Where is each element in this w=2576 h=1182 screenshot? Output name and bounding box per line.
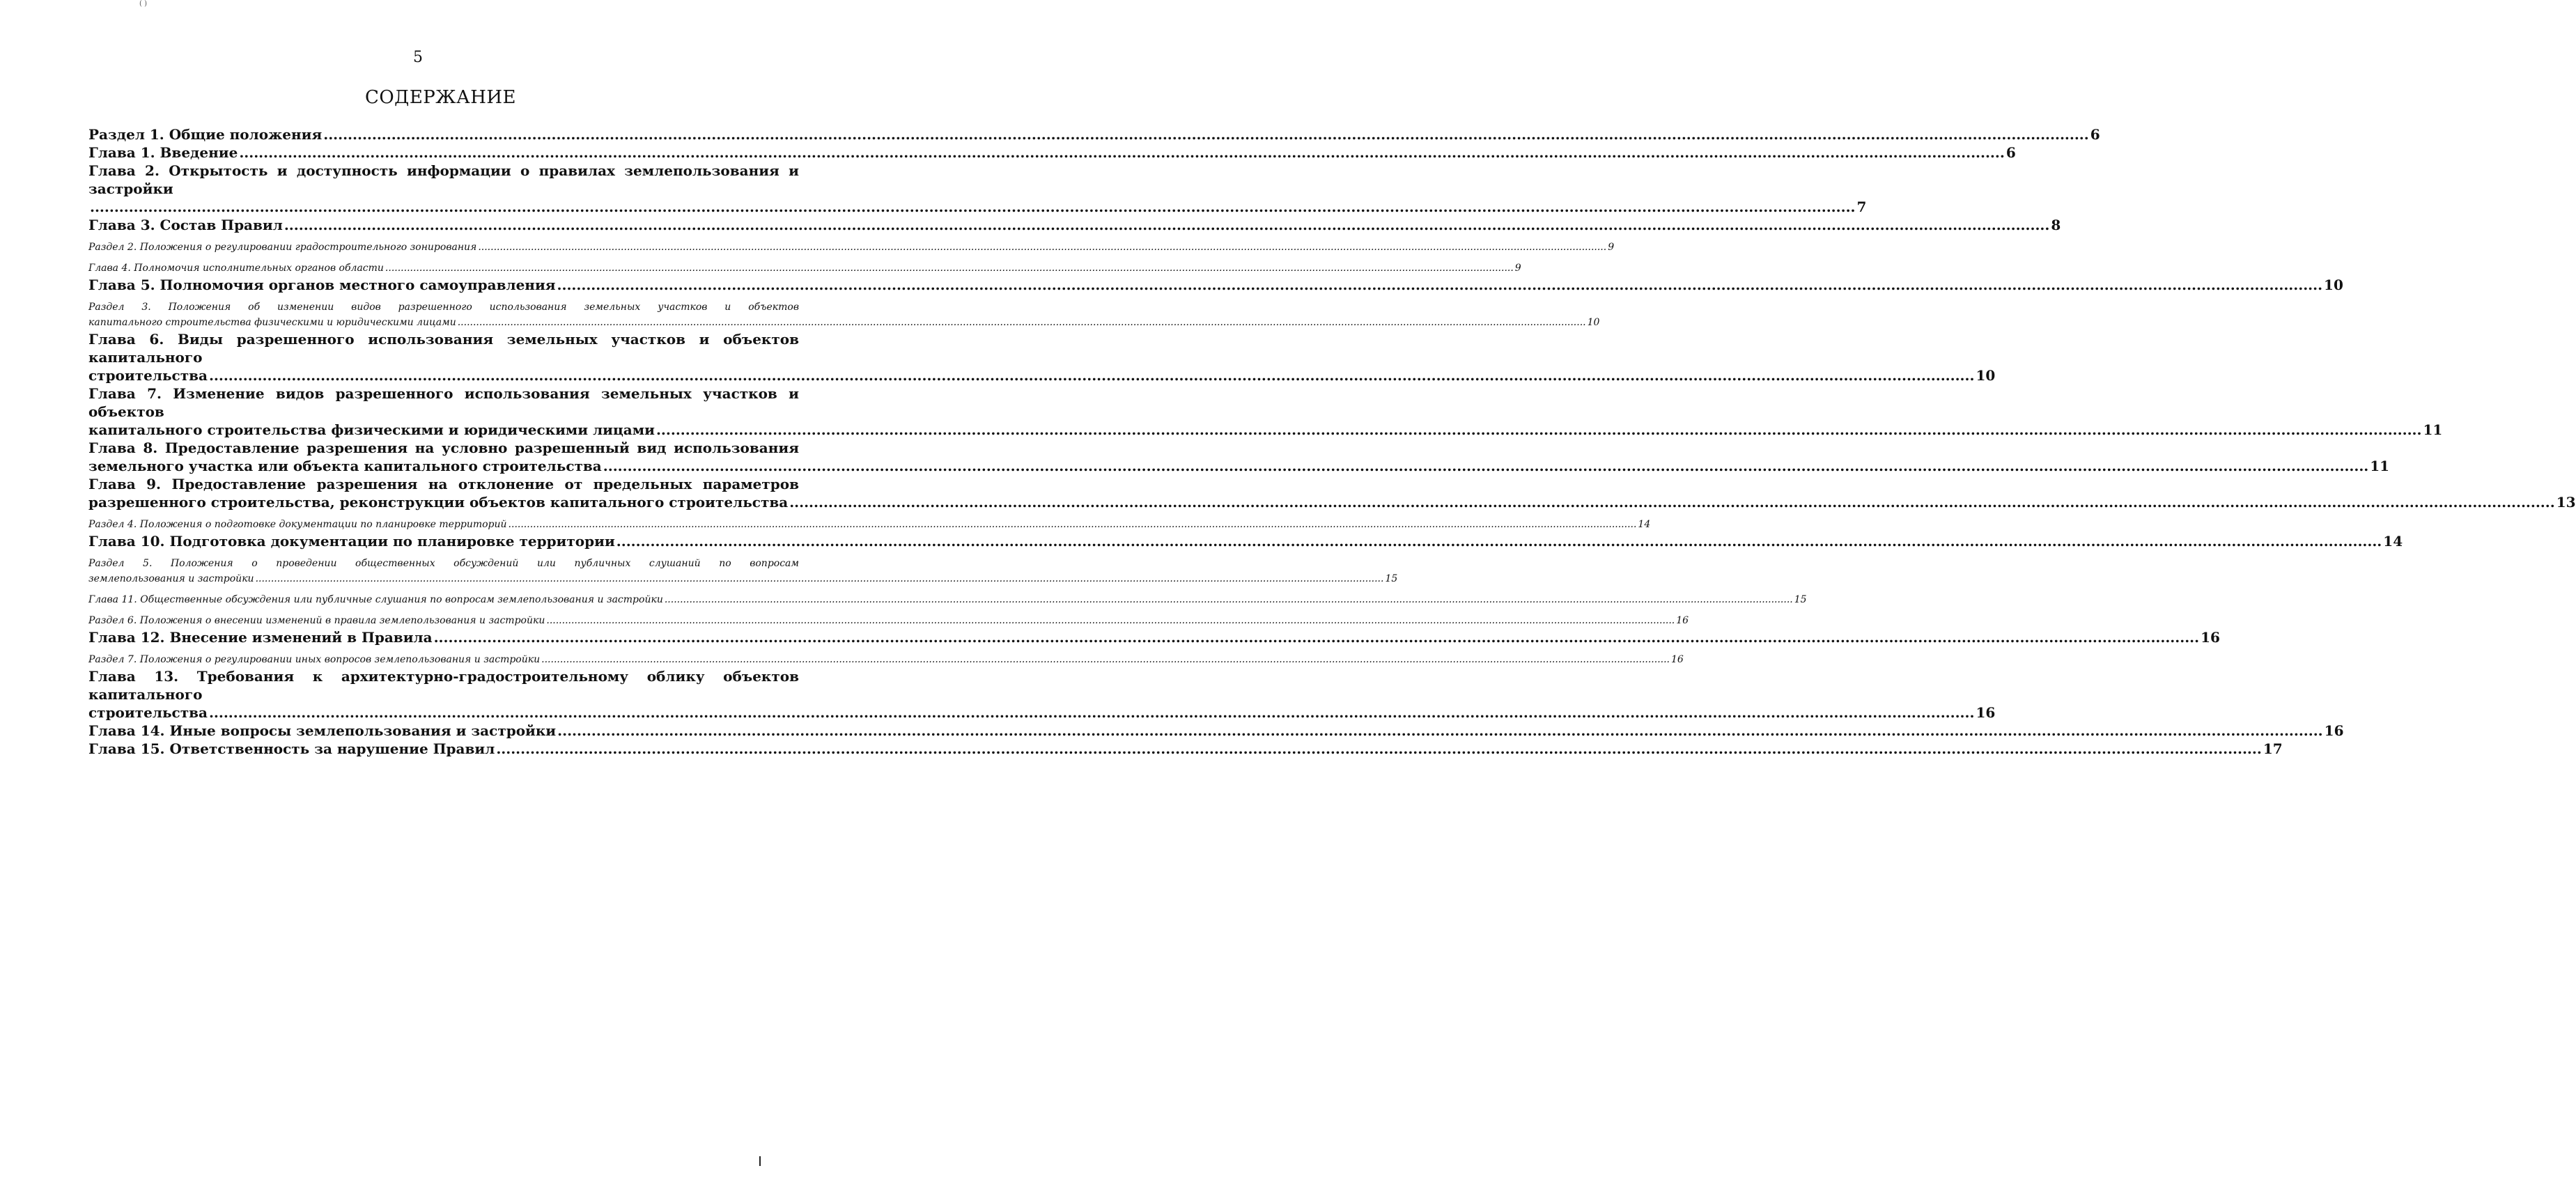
- toc-entry-leader-line: [88, 125, 2100, 143]
- toc-page-number: 8: [2051, 217, 2061, 233]
- table-of-contents: [88, 125, 2576, 758]
- toc-entry[interactable]: [88, 276, 2343, 294]
- dot-leader: [496, 740, 2262, 758]
- toc-page-number: 11: [2370, 458, 2390, 474]
- dot-leader: [557, 276, 2323, 294]
- dot-leader: [665, 592, 1793, 607]
- toc-entry-line: Глава 7. Изменение видов разрешенного использования земельных участков и объектов: [88, 385, 799, 420]
- toc-page-number: 16: [1676, 615, 1689, 626]
- dot-leader: [284, 216, 2050, 234]
- toc-entry[interactable]: [88, 162, 1867, 216]
- toc-entry-leader-line: [88, 652, 1684, 667]
- toc-entry-leader-line: [88, 740, 2283, 758]
- toc-entry-leader-line: [88, 198, 1867, 216]
- dot-leader: [458, 315, 1586, 330]
- toc-page-number: 16: [1671, 654, 1684, 665]
- dot-leader: [209, 366, 1975, 384]
- toc-entry[interactable]: [88, 330, 1996, 384]
- toc-entry[interactable]: [88, 628, 2220, 646]
- toc-page-number: 13: [2556, 494, 2576, 511]
- toc-entry-title: землепользования и застройки: [88, 573, 254, 584]
- toc-entry-leader-line: [88, 276, 2343, 294]
- toc-entry[interactable]: [88, 592, 1807, 607]
- toc-entry-title: Глава 12. Внесение изменений в Правила: [88, 629, 433, 646]
- toc-page-number: 15: [1385, 573, 1398, 584]
- toc-entry-leader-line: [88, 493, 2576, 511]
- toc-page-number: 10: [1976, 367, 1996, 384]
- dot-leader: [557, 722, 2323, 740]
- toc-entry[interactable]: [88, 439, 2390, 475]
- toc-page-number: 7: [1856, 199, 1867, 215]
- toc-entry-leader-line: [88, 628, 2220, 646]
- toc-entry-title: Раздел 4. Положения о подготовке документации по планировке территорий: [88, 519, 507, 530]
- toc-page-number: 14: [1638, 519, 1651, 530]
- toc-entry[interactable]: [88, 125, 2100, 143]
- toc-entry[interactable]: [88, 240, 1615, 255]
- toc-entry-line: Раздел 5. Положения о проведении общественных обсуждений или публичных слушаний по вопросам: [88, 558, 799, 569]
- toc-page-number: 17: [2263, 740, 2283, 757]
- toc-page-number: 10: [1587, 317, 1600, 328]
- toc-entry-line: Глава 8. Предоставление разрешения на условно разрешенный вид использования: [88, 440, 799, 456]
- toc-entry[interactable]: [88, 722, 2344, 740]
- toc-page-number: 6: [2090, 126, 2100, 143]
- toc-entry-title: Раздел 7. Положения о регулировании иных вопросов землепользования и застройки: [88, 654, 541, 665]
- toc-entry-leader-line: [88, 240, 1615, 255]
- toc-entry-title: Глава 1. Введение: [88, 144, 238, 161]
- dot-leader: [434, 628, 2200, 646]
- toc-page-number: 16: [2201, 629, 2220, 646]
- toc-entry-title: Глава 4. Полномочия исполнительных органов области: [88, 263, 384, 274]
- toc-page-number: 6: [2005, 144, 2016, 161]
- toc-entry-line: Глава 6. Виды разрешенного использования земельных участков и объектов капитального: [88, 331, 799, 366]
- toc-entry[interactable]: [88, 384, 2443, 439]
- toc-entry-leader-line: [88, 143, 2016, 162]
- toc-entry-title: Глава 15. Ответственность за нарушение Правил: [88, 740, 495, 757]
- dot-leader: [541, 652, 1670, 667]
- toc-page-number: 16: [2324, 722, 2344, 739]
- toc-entry[interactable]: [88, 613, 1689, 628]
- toc-entry-leader-line: [88, 517, 1651, 532]
- toc-entry-leader-line: [88, 366, 1996, 384]
- toc-entry-title: Глава 10. Подготовка документации по планировке территории: [88, 533, 615, 550]
- toc-page-number: 11: [2423, 421, 2443, 438]
- dot-leader: [385, 260, 1514, 276]
- toc-title: СОДЕРЖАНИЕ: [364, 87, 517, 108]
- toc-entry[interactable]: [88, 517, 1651, 532]
- dot-leader: [323, 125, 2089, 143]
- toc-entry-leader-line: [88, 613, 1689, 628]
- dot-leader: [603, 457, 2369, 475]
- toc-page-number: 14: [2383, 533, 2403, 550]
- dot-leader: [509, 517, 1637, 532]
- toc-page-number: 15: [1794, 594, 1807, 605]
- toc-entry-leader-line: [88, 722, 2344, 740]
- toc-entry-title: капитального строительства физическими и юридическими лицами: [88, 317, 456, 328]
- dot-leader: [239, 143, 2005, 162]
- toc-page-number: 10: [2324, 277, 2343, 293]
- toc-entry-leader-line: [88, 216, 2061, 234]
- page-number: 5: [413, 49, 423, 66]
- dot-leader: [478, 240, 1606, 255]
- dot-leader: [256, 571, 1384, 586]
- dot-leader: [546, 613, 1675, 628]
- toc-entry[interactable]: [88, 300, 1600, 330]
- toc-entry-title: строительства: [88, 704, 208, 721]
- toc-entry-title: капитального строительства физическими и юридическими лицами: [88, 421, 655, 438]
- corner-mark: ( ): [139, 0, 147, 8]
- toc-entry[interactable]: [88, 556, 1398, 586]
- toc-page-number: 16: [1976, 704, 1996, 721]
- toc-entry-title: Глава 5. Полномочия органов местного самоуправления: [88, 277, 556, 293]
- toc-entry[interactable]: [88, 143, 2016, 162]
- toc-entry-title: строительства: [88, 367, 208, 384]
- toc-entry-title: Глава 14. Иные вопросы землепользования и застройки: [88, 722, 557, 739]
- toc-entry[interactable]: [88, 475, 2576, 511]
- dot-leader: [616, 532, 2382, 550]
- toc-entry-leader-line: [88, 260, 1521, 276]
- dot-leader: [209, 703, 1975, 722]
- toc-entry-line: Глава 9. Предоставление разрешения на отклонение от предельных параметров: [88, 476, 799, 492]
- toc-entry[interactable]: [88, 667, 1996, 722]
- toc-entry-title: Раздел 6. Положения о внесении изменений в правила землепользования и застройки: [88, 615, 545, 626]
- toc-entry-leader-line: [88, 421, 2443, 439]
- margin-mark: [759, 1156, 761, 1166]
- toc-entry[interactable]: [88, 260, 1521, 276]
- toc-entry-title: разрешенного строительства, реконструкции объектов капитального строительства: [88, 494, 789, 511]
- toc-entry-title: Раздел 1. Общие положения: [88, 126, 323, 143]
- toc-entry[interactable]: [88, 740, 2283, 758]
- toc-entry-line: Раздел 3. Положения об изменении видов разрешенного использования земельных участков и объектов: [88, 302, 799, 313]
- toc-entry-title: Глава 11. Общественные обсуждения или публичные слушания по вопросам землепользования и застройки: [88, 594, 663, 605]
- toc-entry-leader-line: [88, 592, 1807, 607]
- toc-page-number: 9: [1608, 242, 1615, 253]
- toc-entry-leader-line: [88, 703, 1996, 722]
- dot-leader: [656, 421, 2422, 439]
- toc-entry-leader-line: [88, 315, 1600, 330]
- toc-entry[interactable]: [88, 532, 2403, 550]
- toc-entry-leader-line: [88, 457, 2390, 475]
- toc-entry[interactable]: [88, 216, 2061, 234]
- toc-entry-title: Раздел 2. Положения о регулировании градостроительного зонирования: [88, 242, 477, 253]
- toc-entry-title: земельного участка или объекта капитального строительства: [88, 458, 602, 474]
- dot-leader: [789, 493, 2555, 511]
- dot-leader: [90, 198, 1856, 216]
- toc-entry-leader-line: [88, 571, 1398, 586]
- toc-entry-leader-line: [88, 532, 2403, 550]
- toc-entry[interactable]: [88, 652, 1684, 667]
- toc-entry-title: Глава 3. Состав Правил: [88, 217, 283, 233]
- toc-entry-line: Глава 13. Требования к архитектурно-градостроительному облику объектов капитального: [88, 668, 799, 703]
- toc-entry-line: Глава 2. Открытость и доступность информации о правилах землепользования и застройки: [88, 162, 799, 197]
- toc-page-number: 9: [1514, 263, 1521, 274]
